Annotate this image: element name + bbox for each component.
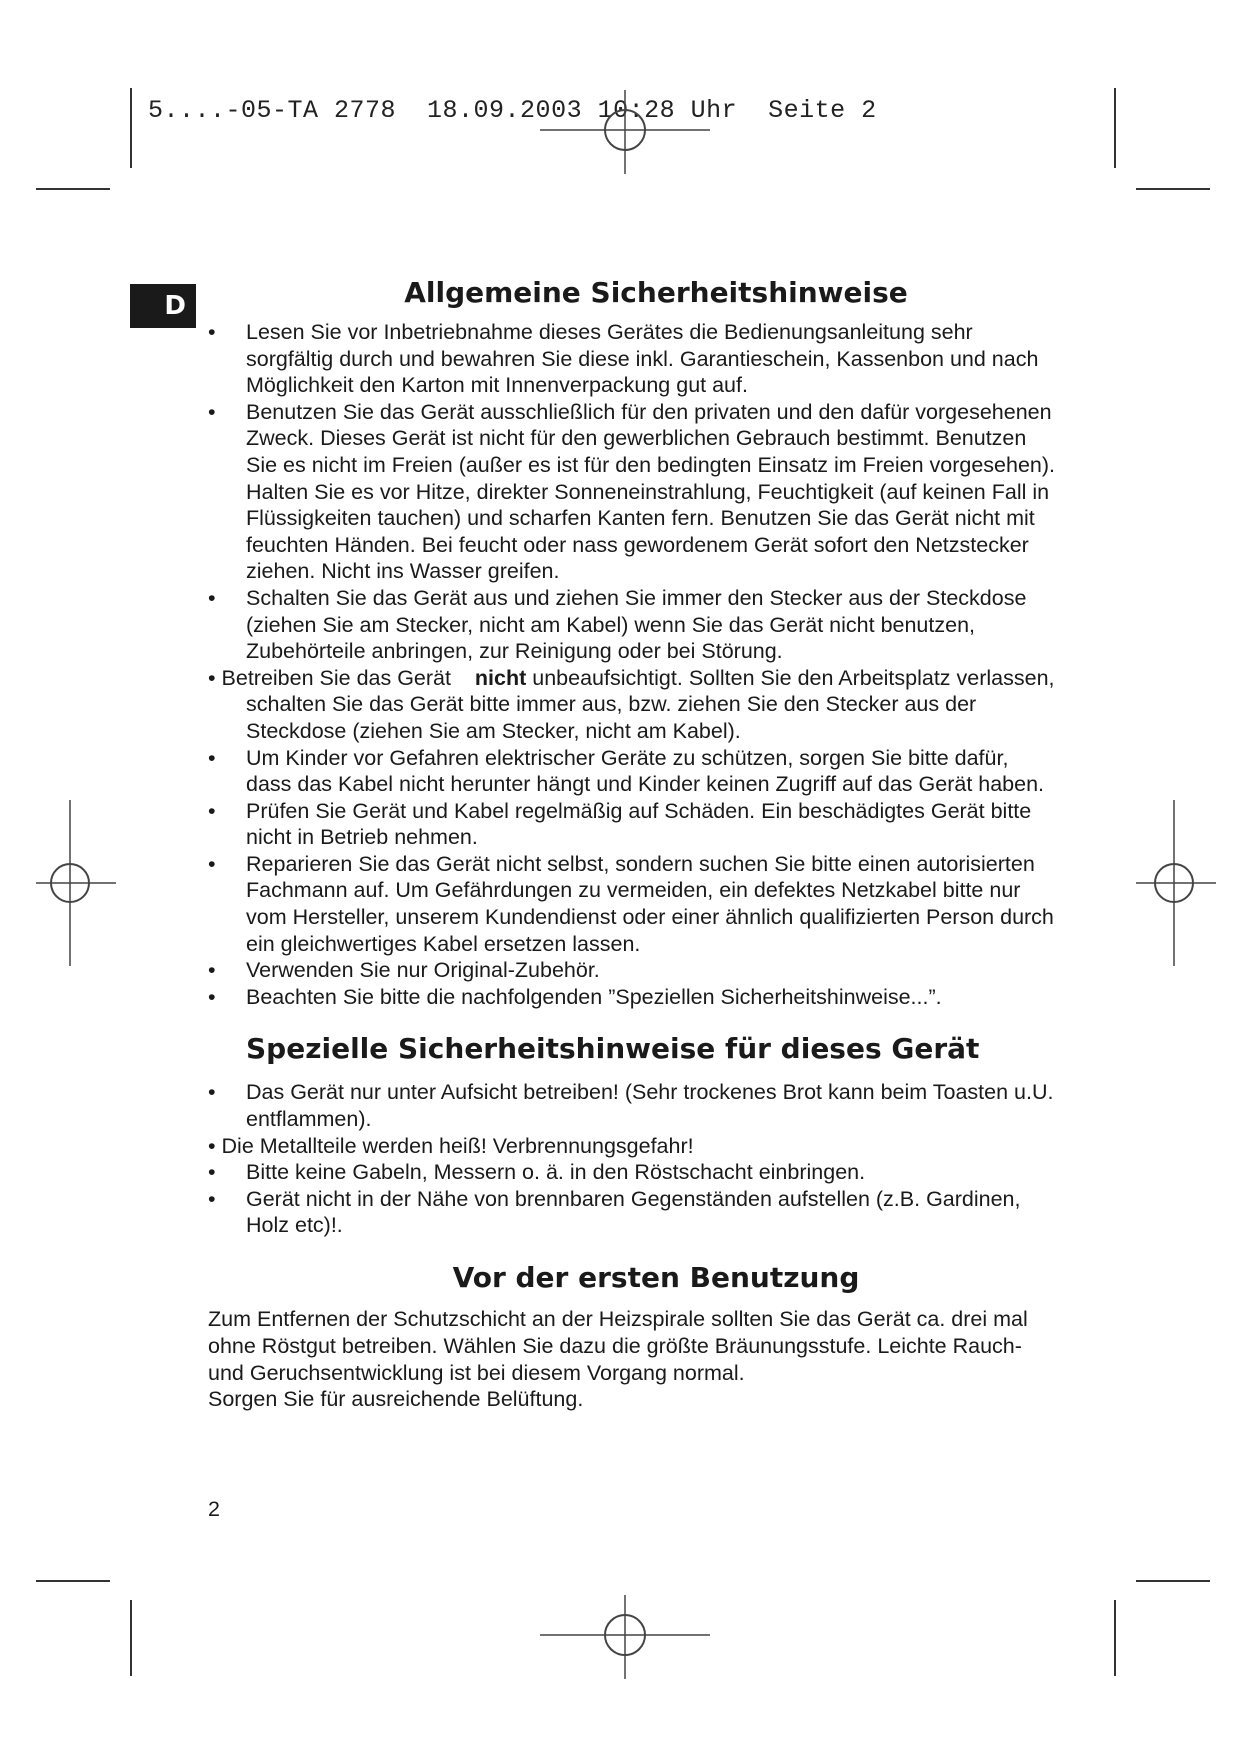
bullet-icon: •	[208, 1160, 216, 1185]
list-item: • Die Metallteile werden heiß! Verbrennungsgefahr!	[208, 1133, 694, 1158]
list-item: • Reparieren Sie das Gerät nicht selbst, sondern suchen Sie bitte einen autorisierten Fachmann auf. Um Gefährdungen zu vermeiden, ein defektes Netzkabel bitte nur vom Hersteller, unserem Kundendienst oder einer ähnlich qualifizierten Person durch ein gleichwertiges Kabel ersetzen lassen.	[208, 851, 1054, 956]
crop-mark-top-right-horizontal	[1136, 188, 1210, 190]
crop-mark-top-left-horizontal	[36, 188, 110, 190]
section-title-first-use: Vor der ersten Benutzung	[452, 1261, 860, 1294]
list-item: • Beachten Sie bitte die nachfolgenden ”Speziellen Sicherheitshinweise...”.	[208, 984, 942, 1009]
crop-mark-bottom-left-vertical	[130, 1600, 132, 1676]
registration-mark-bottom-icon	[540, 1595, 710, 1679]
page-content	[208, 276, 1058, 1413]
language-tab: D	[130, 284, 196, 328]
emphasis-nicht: nicht	[474, 665, 527, 690]
bullet-icon: •	[208, 320, 216, 344]
bullet-icon: •	[208, 1080, 216, 1105]
first-use-paragraph-ventilation: Sorgen Sie für ausreichende Belüftung.	[208, 1387, 584, 1412]
page-number: 2	[208, 1497, 220, 1521]
crop-mark-top-right-vertical	[1114, 88, 1116, 168]
list-item: • Bitte keine Gabeln, Messern o. ä. in den Röstschacht einbringen.	[208, 1160, 866, 1185]
list-item: • Benutzen Sie das Gerät ausschließlich für den privaten und den dafür vorgesehenen Zweck. Dieses Gerät ist nicht für den gewerblichen Gebrauch bestimmt. Benutzen Sie es nicht im Freien (außer es ist für den bedingten Einsatz im Freien vorgesehen). Halten Sie es vor Hitze, direkter Sonneneinstrahlung, Feuchtigkeit (auf keinen Fall in Flüssigkeiten tauchen) und scharfen Kanten fern. Benutzen Sie das Gerät nicht mit feuchten Händen. Bei feucht oder nass gewordenem Gerät sofort den Netzstecker ziehen. Nicht ins Wasser greifen.	[208, 399, 1056, 584]
bullet-icon: •	[208, 1133, 216, 1158]
crop-mark-bottom-right-horizontal	[1136, 1580, 1210, 1582]
crop-mark-bottom-right-vertical	[1114, 1600, 1116, 1676]
bullet-icon: •	[208, 1186, 216, 1211]
section-title-special-safety: Spezielle Sicherheitshinweise für dieses Gerät	[246, 1032, 980, 1066]
bullet-icon: •	[208, 798, 216, 823]
registration-mark-top-icon	[540, 90, 710, 174]
bullet-icon: •	[208, 984, 216, 1009]
section-title-general-safety: Allgemeine Sicherheitshinweise	[404, 276, 908, 309]
bullet-icon: •	[208, 745, 216, 770]
bullet-icon: •	[208, 399, 216, 424]
bullet-icon: •	[208, 585, 216, 610]
general-safety-list	[208, 319, 1058, 1010]
first-use-paragraph: Zum Entfernen der Schutzschicht an der Heizspirale sollten Sie das Gerät ca. drei mal ohne Röstgut betreiben. Wählen Sie dazu die größte Bräunungsstufe. Leichte Rauch- und Geruchsentwicklung ist bei diesem Vorgang normal.	[208, 1307, 1028, 1385]
list-item: • Betreiben Sie das Gerät nicht unbeaufsichtigt. Sollten Sie den Arbeitsplatz verlassen, schalten Sie das Gerät bitte immer aus, bzw. ziehen Sie den Stecker aus der Steckdose (ziehen Sie am Stecker, nicht am Kabel).	[208, 665, 1055, 743]
list-item: • Verwenden Sie nur Original-Zubehör.	[208, 958, 600, 983]
list-item: • Lesen Sie vor Inbetriebnahme dieses Gerätes die Bedienungsanleitung sehr sorgfältig durch und bewahren Sie diese inkl. Garantieschein, Kassenbon und nach Möglichkeit den Karton mit Innenverpackung gut auf.	[208, 320, 1039, 398]
crop-mark-bottom-left-horizontal	[36, 1580, 110, 1582]
registration-mark-left-icon	[36, 800, 116, 966]
list-item: • Prüfen Sie Gerät und Kabel regelmäßig auf Schäden. Ein beschädigtes Gerät bitte nicht in Betrieb nehmen.	[208, 798, 1032, 850]
bullet-icon: •	[208, 665, 216, 690]
bullet-icon: •	[208, 958, 216, 983]
crop-mark-top-left-vertical	[130, 88, 132, 168]
bullet-icon: •	[208, 851, 216, 876]
special-safety-list	[208, 1079, 1058, 1239]
list-item: • Um Kinder vor Gefahren elektrischer Geräte zu schützen, sorgen Sie bitte dafür, dass das Kabel nicht herunter hängt und Kinder keinen Zugriff auf das Gerät haben.	[208, 745, 1045, 797]
list-item: • Das Gerät nur unter Aufsicht betreiben! (Sehr trockenes Brot kann beim Toasten u.U. entflammen).	[208, 1080, 1054, 1132]
registration-mark-right-icon	[1136, 800, 1216, 966]
list-item: • Schalten Sie das Gerät aus und ziehen Sie immer den Stecker aus der Steckdose (ziehen Sie am Stecker, nicht am Kabel) wenn Sie das Gerät nicht benutzen, Zubehörteile anbringen, zur Reinigung oder bei Störung.	[208, 585, 1027, 664]
print-slug-line: 5....-05-TA 2778 18.09.2003 10:28 Uhr Seite 2	[148, 96, 877, 125]
list-item: • Gerät nicht in der Nähe von brennbaren Gegenständen aufstellen (z.B. Gardinen, Holz etc)!.	[208, 1186, 1021, 1238]
